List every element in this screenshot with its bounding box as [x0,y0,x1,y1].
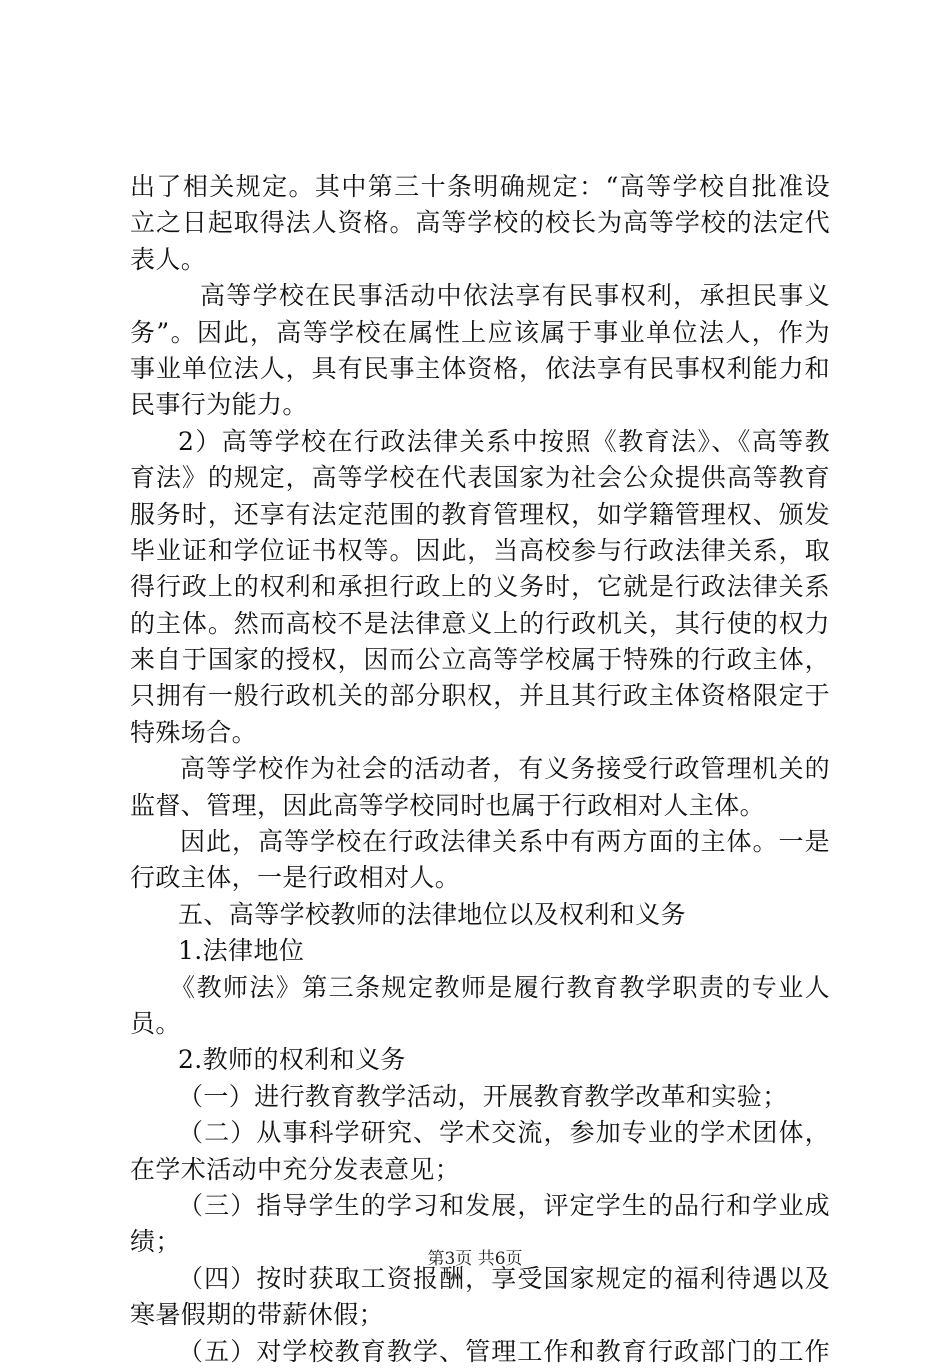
text-line: （五）对学校教育教学、管理工作和教育行政部门的工作 [178,1336,830,1366]
text-line: 来自于国家的授权，因而公立高等学校属于特殊的行政主体， [130,645,830,675]
text-line: 因此，高等学校在行政法律关系中有两方面的主体。一是 [180,827,830,857]
text-line: 特殊场合。 [130,717,258,747]
text-line: 五、高等学校教师的法律地位以及权利和义务 [178,899,687,929]
page-footer: 第3页 共6页 [427,1249,523,1269]
text-line: 服务时，还享有法定范围的教育管理权，如学籍管理权、颁发 [130,499,830,529]
text-line: （二）从事科学研究、学术交流，参加专业的学术团体， [178,1118,830,1148]
text-line: 监督、管理，因此高等学校同时也属于行政相对人主体。 [130,790,766,820]
text-line: 育法》的规定，高等学校在代表国家为社会公众提供高等教育 [130,463,830,493]
text-line: （四）按时获取工资报酬，享受国家规定的福利待遇以及 [178,1263,830,1293]
text-line: 在学术活动中充分发表意见； [130,1154,461,1184]
text-line: 民事行为能力。 [130,390,308,420]
text-line: 立之日起取得法人资格。高等学校的校长为高等学校的法定代 [130,208,830,238]
text-line: 2.教师的权利和义务 [178,1045,406,1075]
text-line: 1.法律地位 [178,936,305,966]
text-line: 《教师法》第三条规定教师是履行教育教学职责的专业人 [170,972,830,1002]
text-line: 毕业证和学位证书权等。因此，当高校参与行政法律关系，取 [130,535,830,565]
text-line: 只拥有一般行政机关的部分职权，并且其行政主体资格限定于 [130,681,830,711]
text-line: 事业单位法人，具有民事主体资格，依法享有民事权利能力和 [130,353,830,383]
text-line: 得行政上的权利和承担行政上的义务时，它就是行政法律关系 [130,572,830,602]
text-line: 的主体。然而高校不是法律意义上的行政机关，其行使的权力 [130,608,830,638]
text-line: 务”。因此，高等学校在属性上应该属于事业单位法人，作为 [130,317,830,347]
text-line: 员。 [130,1008,181,1038]
text-line: 绩； [130,1227,181,1257]
text-line: 表人。 [130,244,207,274]
text-line: （一）进行教育教学活动，开展教育教学改革和实验； [178,1081,788,1111]
text-line: 出了相关规定。其中第三十条明确规定：“高等学校自批准设 [130,172,830,201]
text-line: 行政主体，一是行政相对人。 [130,863,461,893]
text-line: 高等学校在民事活动中依法享有民事权利，承担民事义 [200,281,830,311]
document-body [130,169,830,1370]
text-line: 高等学校作为社会的活动者，有义务接受行政管理机关的 [180,754,830,784]
text-line: （三）指导学生的学习和发展，评定学生的品行和学业成 [178,1190,830,1220]
text-line: 2）高等学校在行政法律关系中按照《教育法》、《高等教 [178,426,830,456]
text-line: 寒暑假期的带薪休假； [130,1300,385,1330]
